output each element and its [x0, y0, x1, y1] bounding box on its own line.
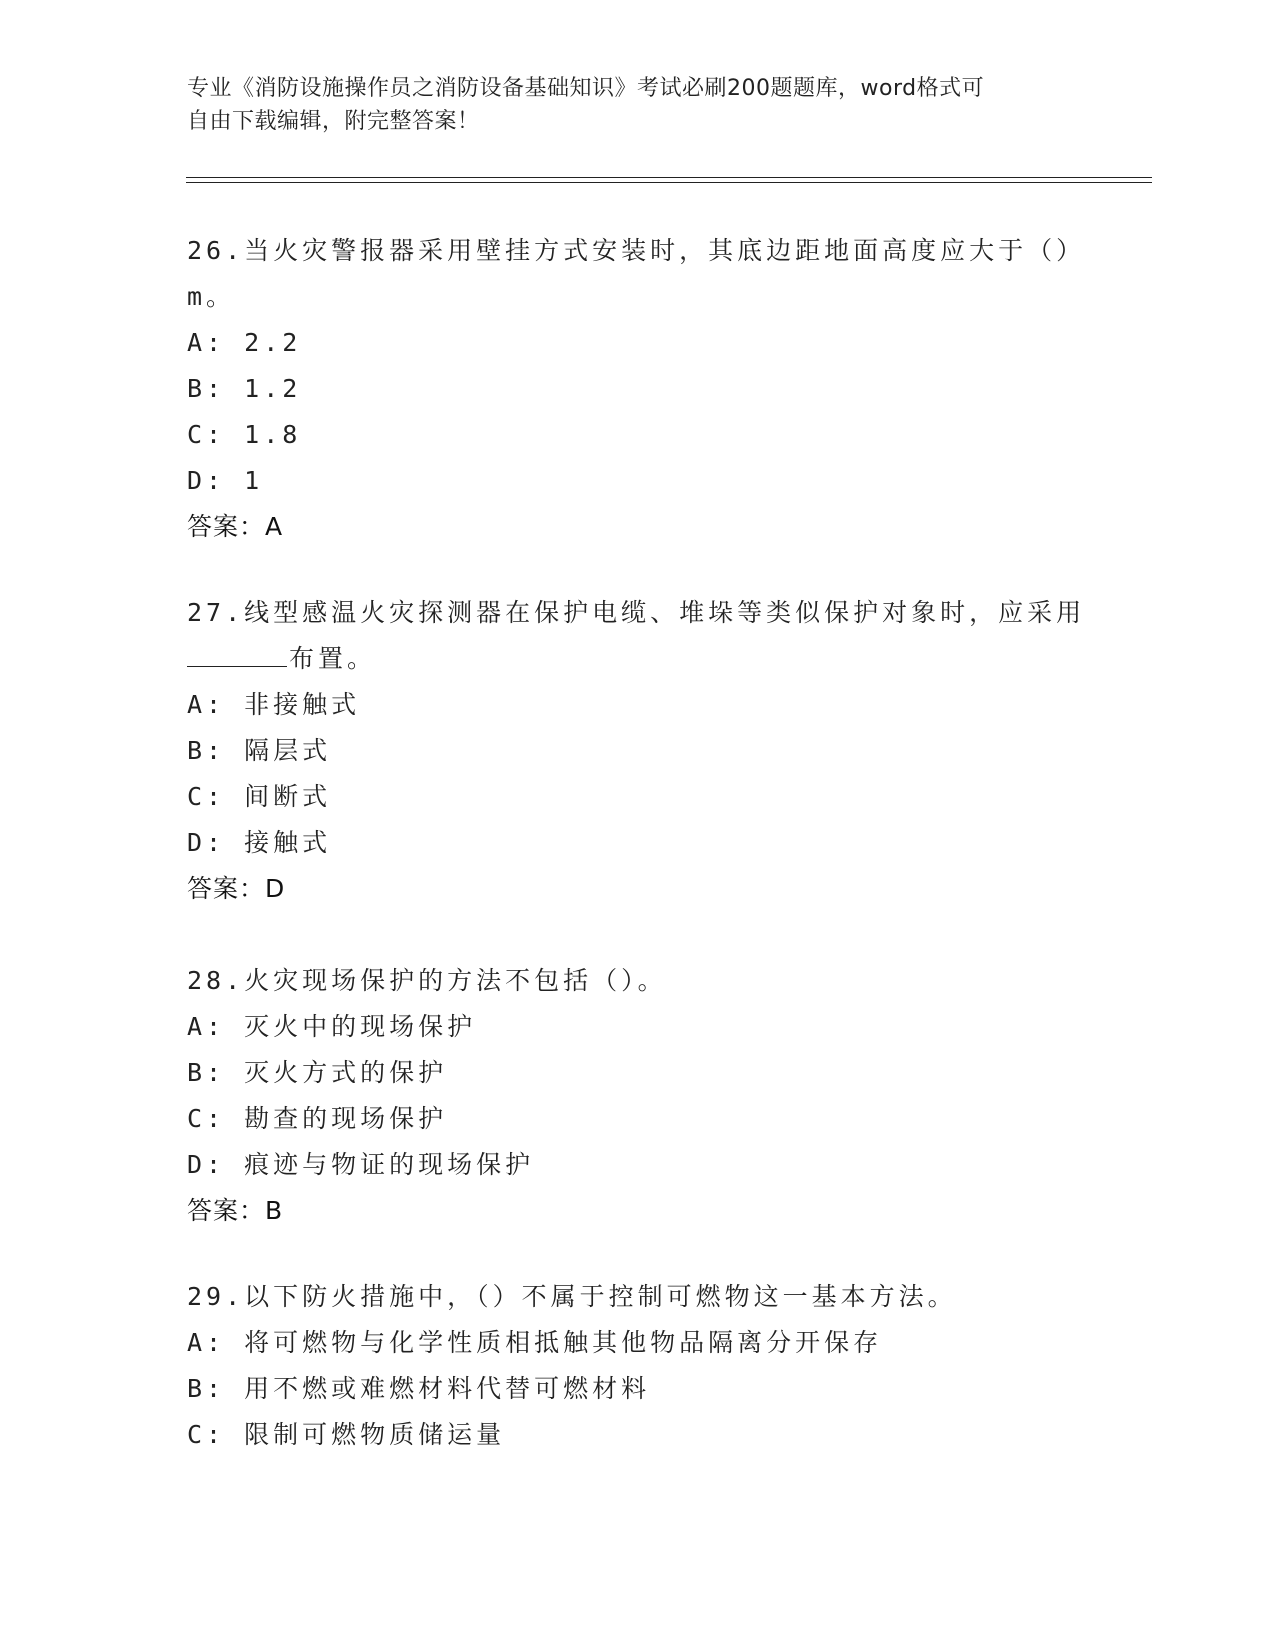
fill-in-blank	[187, 642, 287, 667]
option-b: B: 用不燃或难燃材料代替可燃材料	[187, 1374, 651, 1403]
option-d: D: 1	[187, 466, 264, 495]
option-a: A: 将可燃物与化学性质相抵触其他物品隔离分开保存	[187, 1328, 883, 1357]
answer: 答案：D	[187, 874, 286, 903]
answer: 答案：A	[187, 512, 284, 541]
header-divider-top	[186, 177, 1152, 178]
question-29	[187, 1274, 1087, 1458]
question-stem: 28.火灾现场保护的方法不包括（）。	[187, 966, 667, 995]
option-c: C: 1.8	[187, 420, 302, 449]
option-a: A: 非接触式	[187, 690, 361, 719]
option-d: D: 接触式	[187, 828, 332, 857]
question-stem-continued: m。	[187, 282, 236, 311]
question-stem: 26.当火灾警报器采用壁挂方式安装时，其底边距地面高度应大于（）	[187, 236, 1086, 265]
option-d: D: 痕迹与物证的现场保护	[187, 1150, 535, 1179]
option-b: B: 隔层式	[187, 736, 332, 765]
option-a: A: 灭火中的现场保护	[187, 1012, 477, 1041]
option-c: C: 勘查的现场保护	[187, 1104, 448, 1133]
option-b: B: 1.2	[187, 374, 302, 403]
answer: 答案：B	[187, 1196, 284, 1225]
option-a: A: 2.2	[187, 328, 302, 357]
question-stem-continued	[187, 636, 1087, 682]
header-line-1: 专业《消防设施操作员之消防设备基础知识》考试必刷200题题库，word格式可	[187, 76, 985, 101]
option-c: C: 限制可燃物质储运量	[187, 1420, 506, 1449]
question-stem-tail: 布置。	[289, 644, 377, 673]
question-26	[187, 228, 1087, 550]
question-28	[187, 958, 1087, 1234]
document-header	[187, 72, 1087, 138]
option-b: B: 灭火方式的保护	[187, 1058, 448, 1087]
header-line-2: 自由下载编辑，附完整答案！	[187, 109, 480, 134]
question-stem: 27.线型感温火灾探测器在保护电缆、堆垛等类似保护对象时，应采用	[187, 598, 1086, 627]
header-divider-bottom	[186, 182, 1152, 183]
question-27	[187, 590, 1087, 912]
question-stem: 29.以下防火措施中，（）不属于控制可燃物这一基本方法。	[187, 1282, 957, 1311]
option-c: C: 间断式	[187, 782, 332, 811]
